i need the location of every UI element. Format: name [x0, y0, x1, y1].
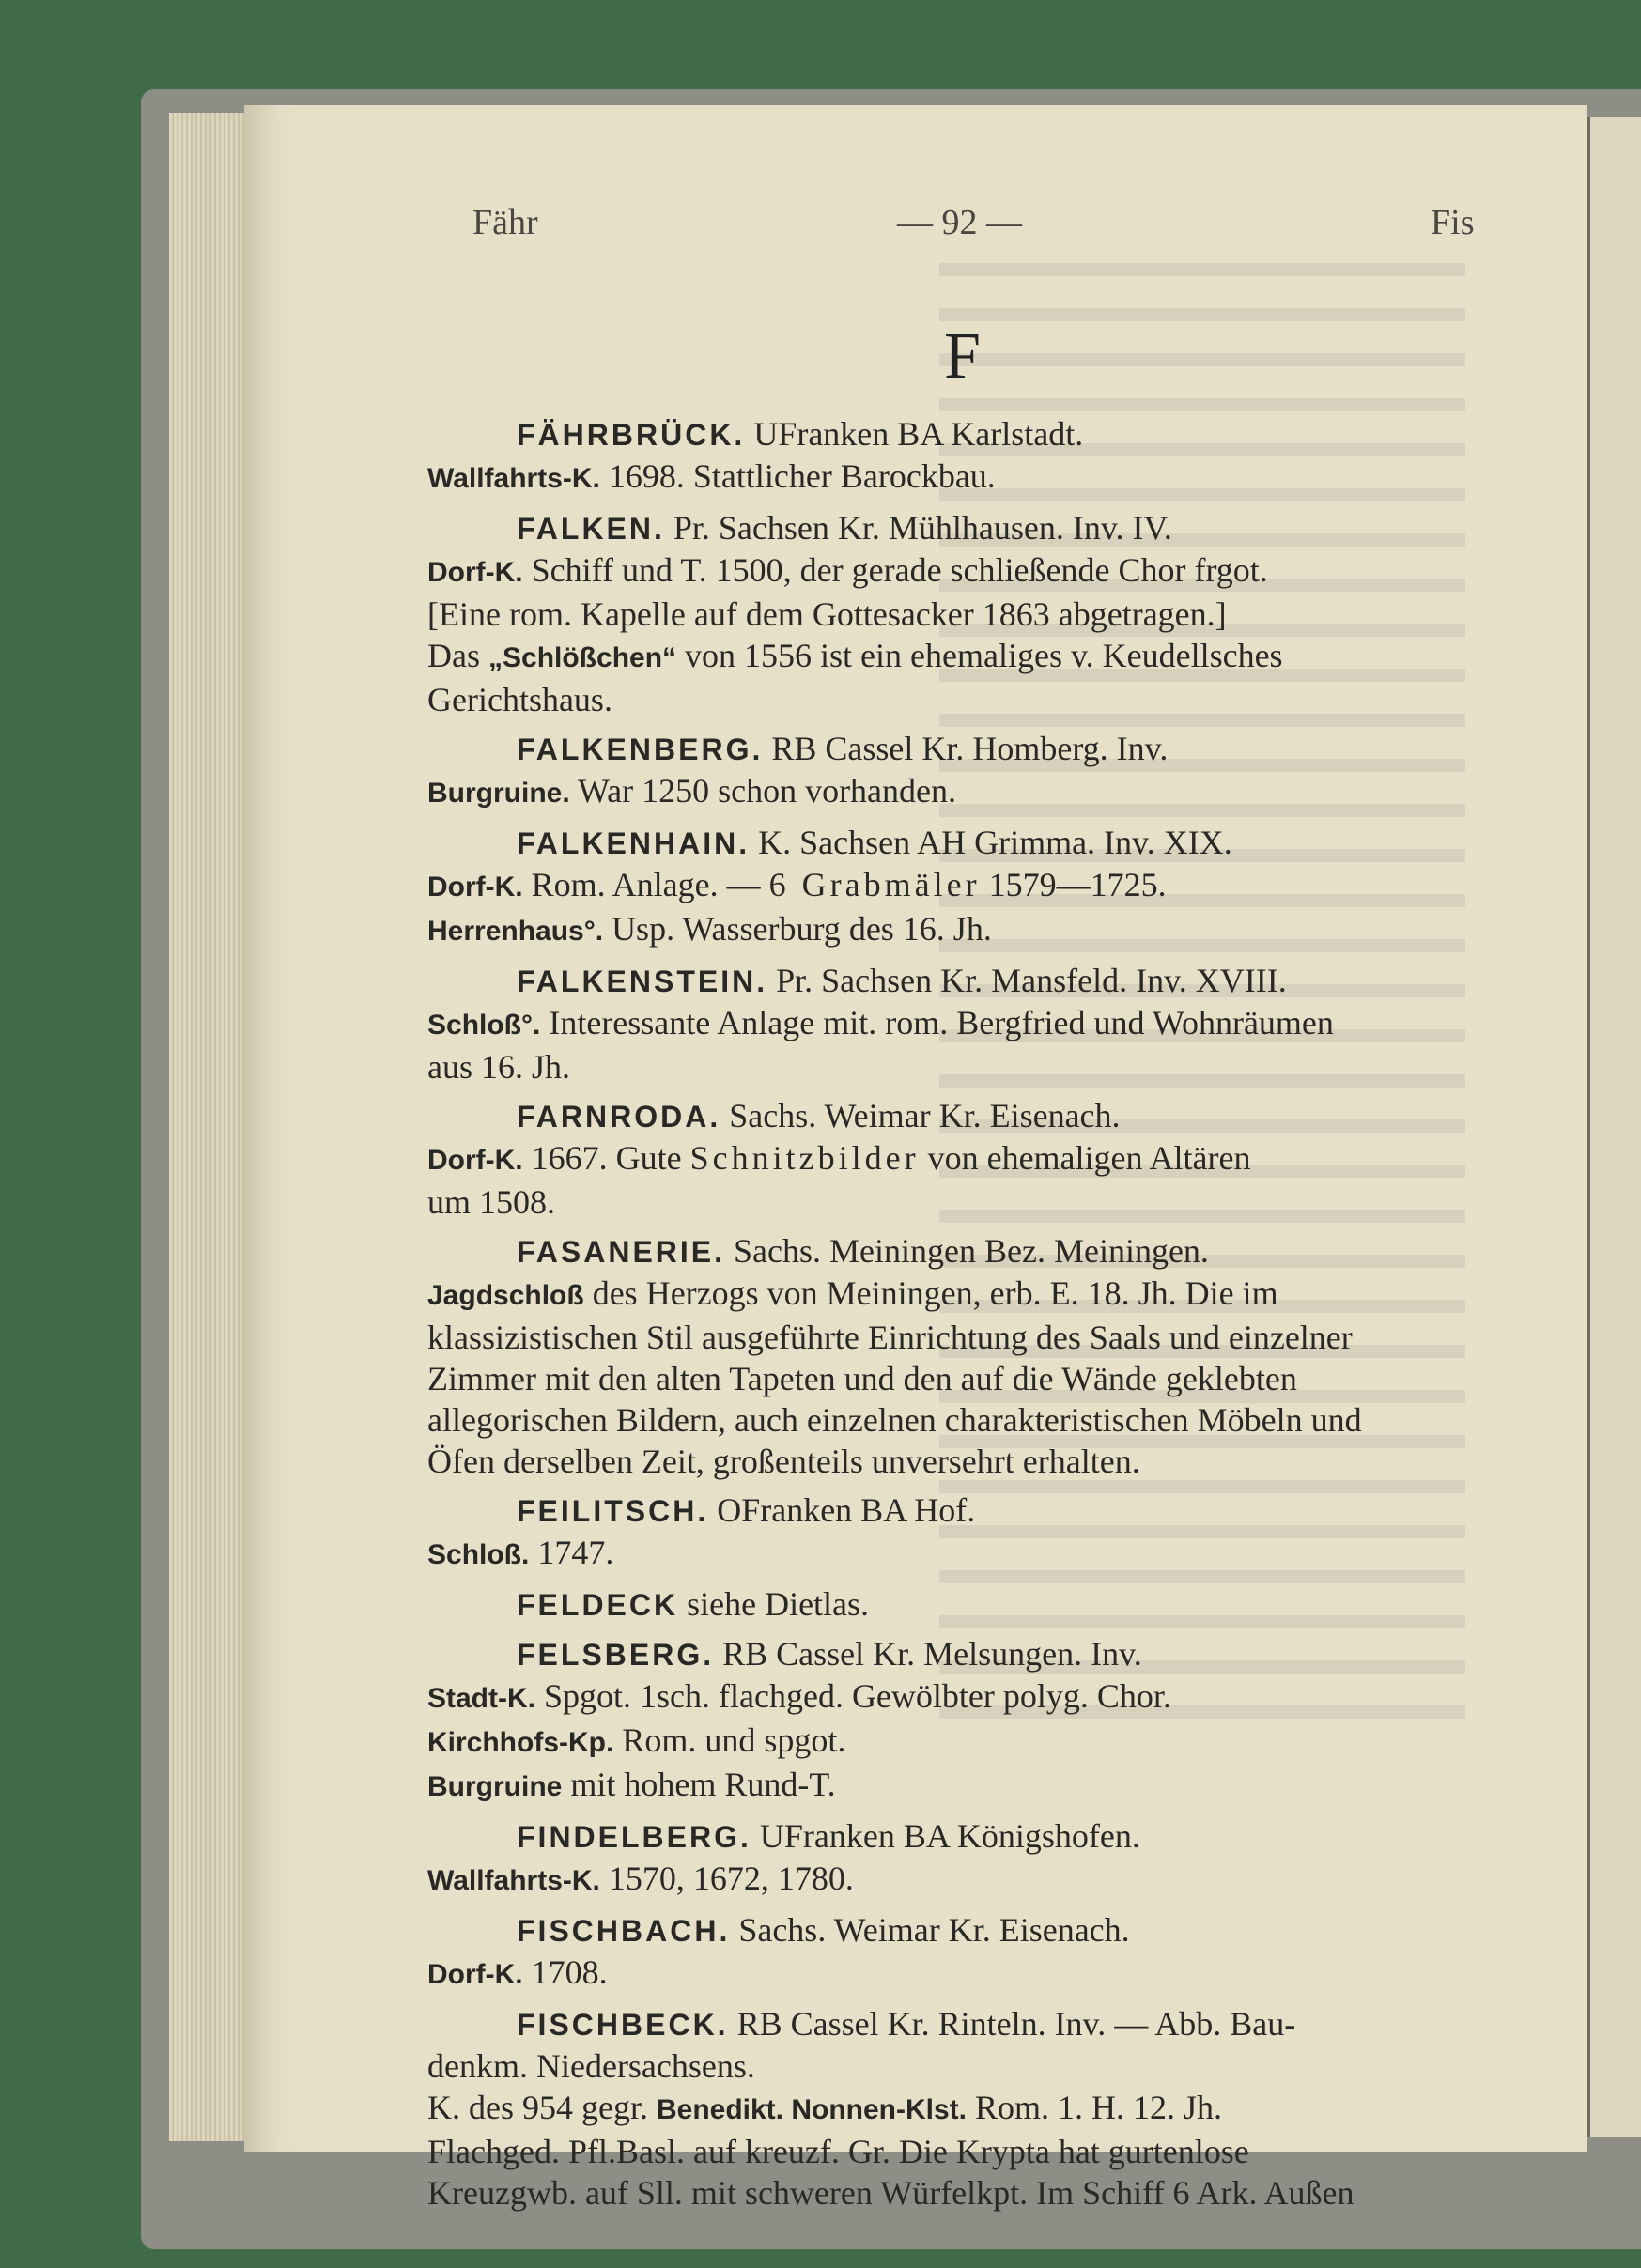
gazetteer-entry [427, 1489, 1470, 1576]
place-name: FALKENSTEIN. [517, 964, 768, 998]
entry-text-line [427, 1317, 1470, 1358]
emphasized-text: Schnitzbilder [689, 1139, 920, 1177]
entry-text: Flachged. Pfl.Basl. auf kreuzf. Gr. Die Krypta hat gurtenlose [427, 2133, 1249, 2170]
monument-type: Kirchhofs-Kp. [427, 1727, 614, 1758]
place-location: RB Cassel Kr. Melsungen. Inv. [714, 1635, 1142, 1673]
place-location: Pr. Sachsen Kr. Mansfeld. Inv. XVIII. [767, 962, 1287, 999]
entry-text: 1570, 1672, 1780. [599, 1859, 854, 1897]
monument-type: Wallfahrts-K. [427, 1865, 600, 1896]
page-number: — 92 — [897, 203, 1022, 242]
entry-text-line [427, 1858, 1470, 1902]
entry-text: 1708. [522, 1953, 608, 1991]
gazetteer-entry [427, 1815, 1470, 1902]
entry-text: aus 16. Jh. [427, 1048, 570, 1086]
entry-text-line [427, 2087, 1470, 2131]
place-location: RB Cassel Kr. Homberg. Inv. [763, 730, 1169, 767]
gazetteer-entry [427, 413, 1470, 500]
monument-type: Burgruine. [427, 778, 570, 809]
entry-text-line [427, 549, 1470, 594]
place-location: UFranken BA Königshofen. [751, 1817, 1140, 1855]
gazetteer-entry [427, 728, 1470, 814]
place-name: FELSBERG. [517, 1638, 715, 1672]
gazetteer-entry [427, 1633, 1470, 1808]
entry-text-line [427, 1952, 1470, 1996]
entry-text-line [427, 1002, 1470, 1046]
monument-type: Stadt-K. [427, 1683, 535, 1714]
entry-text-line [427, 1675, 1470, 1720]
place-name: FISCHBECK. [517, 2008, 729, 2042]
entry-text-line [427, 1720, 1470, 1764]
gazetteer-entry [427, 1095, 1470, 1223]
entry-heading-line [427, 1095, 1470, 1137]
place-name: FÄHRBRÜCK. [517, 418, 746, 452]
entry-text-line [427, 908, 1470, 952]
place-location: Sachs. Weimar Kr. Eisenach. [720, 1097, 1121, 1134]
entry-text: mit hohem Rund-T. [562, 1766, 836, 1803]
place-location: RB Cassel Kr. Rinteln. Inv. — Abb. Bau- [728, 2005, 1296, 2043]
entry-heading-line [427, 507, 1470, 549]
monument-type: Dorf-K. [427, 1959, 523, 1990]
place-name: FINDELBERG. [517, 1820, 751, 1854]
monument-type: Benedikt. Nonnen-Klst. [656, 2094, 967, 2125]
entry-text: Öfen derselben Zeit, großenteils unversehrt erhalten. [427, 1443, 1140, 1480]
entry-text: 1698. Stattlicher Barockbau. [599, 457, 996, 495]
entry-text-line [427, 635, 1470, 679]
monument-type: Jagdschloß [427, 1280, 584, 1311]
entry-text: Interessante Anlage mit. rom. Bergfried und Wohnräumen [540, 1004, 1334, 1041]
entry-heading-line [427, 1909, 1470, 1952]
gazetteer-entry [427, 507, 1470, 720]
monument-type: Herrenhaus°. [427, 916, 604, 947]
monument-type: Dorf-K. [427, 557, 523, 588]
monument-type: „Schlößchen“ [488, 642, 677, 673]
entry-heading-line [427, 413, 1470, 455]
place-name: FEILITSCH. [517, 1494, 709, 1528]
place-name: FALKEN. [517, 512, 665, 546]
gazetteer-entries [427, 413, 1470, 2221]
monument-type: Wallfahrts-K. [427, 463, 600, 494]
entry-text: Rom. und spgot. [613, 1721, 846, 1759]
entry-text-line [427, 1137, 1470, 1181]
entry-text: 1667. Gute [522, 1139, 690, 1177]
entry-text: Usp. Wasserburg des 16. Jh. [603, 910, 992, 948]
monument-type: Schloß. [427, 1539, 530, 1570]
place-location: K. Sachsen AH Grimma. Inv. XIX. [750, 824, 1232, 861]
place-location: siehe Dietlas. [678, 1585, 870, 1623]
entry-text-line [427, 1181, 1470, 1223]
place-location: Sachs. Meiningen Bez. Meiningen. [725, 1232, 1209, 1270]
emphasized-text: 6 Grabmäler [768, 866, 981, 903]
place-name: FALKENHAIN. [517, 826, 751, 860]
entry-heading-line [427, 728, 1470, 770]
entry-text: K. des 954 gegr. [427, 2089, 657, 2126]
entry-text-line [427, 770, 1470, 814]
place-name: FELDECK [517, 1588, 679, 1622]
entry-text: Rom. Anlage. — [522, 866, 769, 903]
entry-text-line [427, 1273, 1470, 1317]
entry-text: Gerichtshaus. [427, 681, 612, 718]
entry-heading-line [427, 822, 1470, 864]
monument-type: Schloß°. [427, 1010, 541, 1041]
entry-heading-line [427, 2003, 1470, 2045]
entry-text-line [427, 864, 1470, 908]
entry-text: des Herzogs von Meiningen, erb. E. 18. Jh. Die im [583, 1274, 1278, 1312]
place-name: FALKENBERG. [517, 733, 764, 766]
entry-text-line [427, 1764, 1470, 1808]
place-name: FASANERIE. [517, 1235, 726, 1269]
entry-text: von ehemaligen Altären [919, 1139, 1251, 1177]
entry-text-line [427, 1399, 1470, 1441]
monument-type: Burgruine [427, 1771, 563, 1802]
entry-text: klassizistischen Stil ausgeführte Einrichtung des Saals und einzelner [427, 1319, 1353, 1356]
entry-heading-line [427, 1583, 1470, 1626]
gazetteer-entry [427, 1909, 1470, 1996]
entry-text-line [427, 1532, 1470, 1576]
entry-text: 1747. [529, 1534, 614, 1571]
gazetteer-entry [427, 1583, 1470, 1626]
entry-heading-line [427, 1489, 1470, 1532]
place-location: OFranken BA Hof. [708, 1491, 976, 1529]
entry-text: denkm. Niedersachsens. [427, 2047, 755, 2085]
entry-text-line [427, 1046, 1470, 1088]
place-name: FARNRODA. [517, 1100, 721, 1134]
entry-text: Kreuzgwb. auf Sll. mit schweren Würfelkpt. Im Schiff 6 Ark. Außen [427, 2174, 1355, 2212]
entry-heading-line [427, 1815, 1470, 1858]
place-location: Sachs. Weimar Kr. Eisenach. [730, 1911, 1130, 1949]
entry-text: Spgot. 1sch. flachged. Gewölbter polyg. Chor. [535, 1677, 1171, 1715]
entry-text-line [427, 2172, 1470, 2214]
entry-heading-line [427, 1633, 1470, 1675]
entry-text: 1579—1725. [980, 866, 1167, 903]
entry-text: um 1508. [427, 1183, 556, 1221]
entry-text-line [427, 594, 1470, 635]
entry-text: War 1250 schon vorhanden. [569, 772, 957, 810]
entry-text-line [427, 2131, 1470, 2172]
gazetteer-entry [427, 2003, 1470, 2214]
entry-text: Zimmer mit den alten Tapeten und den auf die Wände geklebten [427, 1360, 1297, 1397]
monument-type: Dorf-K. [427, 1145, 523, 1176]
entry-text: [Eine rom. Kapelle auf dem Gottesacker 1863 abgetragen.] [427, 595, 1227, 633]
entry-text-line [427, 2045, 1470, 2087]
running-head-right: Fis [1431, 203, 1475, 242]
entry-text: von 1556 ist ein ehemaliges v. Keudellsches [676, 637, 1283, 674]
place-name: FISCHBACH. [517, 1914, 731, 1948]
entry-text-line [427, 679, 1470, 720]
entry-text-line [427, 1441, 1470, 1482]
gazetteer-entry [427, 1230, 1470, 1482]
facing-page-edge [1587, 117, 1641, 2137]
place-location: UFranken BA Karlstadt. [745, 415, 1084, 453]
entry-text: Schiff und T. 1500, der gerade schließende Chor frgot. [522, 551, 1268, 589]
running-head-left: Fähr [472, 203, 538, 242]
entry-text-line [427, 455, 1470, 500]
place-location: Pr. Sachsen Kr. Mühlhausen. Inv. IV. [664, 509, 1172, 547]
entry-heading-line [427, 960, 1470, 1002]
entry-text: allegorischen Bildern, auch einzelnen charakteristischen Möbeln und [427, 1401, 1362, 1439]
gazetteer-entry [427, 960, 1470, 1088]
monument-type: Dorf-K. [427, 872, 523, 903]
entry-text-line [427, 1358, 1470, 1399]
entry-heading-line [427, 1230, 1470, 1273]
entry-text: Das [427, 637, 488, 674]
section-letter: F [944, 320, 981, 393]
entry-text: Rom. 1. H. 12. Jh. [966, 2089, 1223, 2126]
gazetteer-entry [427, 822, 1470, 952]
